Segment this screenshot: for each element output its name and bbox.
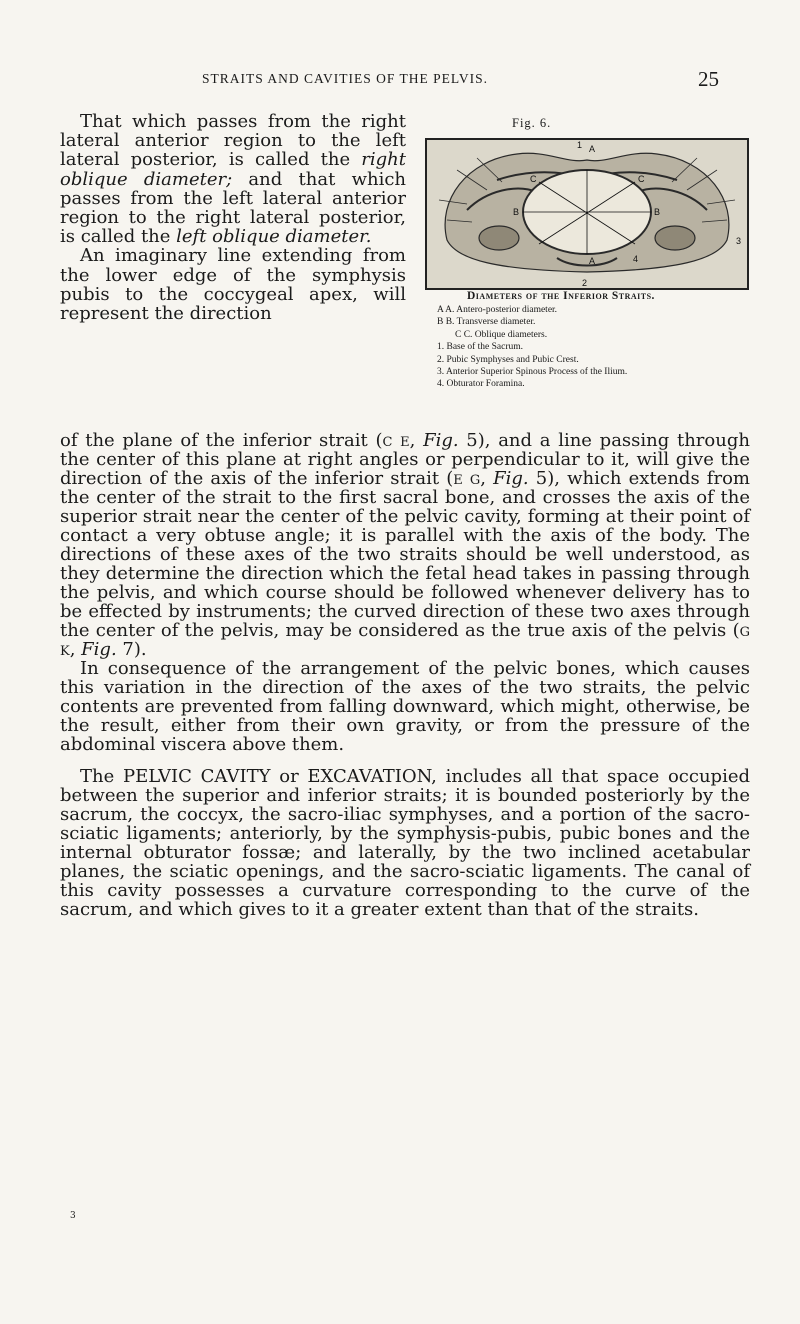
text-run: of the plane of the inferior strait ( <box>60 430 383 451</box>
letter-b-right: B <box>654 207 661 217</box>
legend-title: Diameters of the Inferior Straits. <box>467 290 655 302</box>
page-number: 25 <box>698 67 719 91</box>
legend-item-bb: B B. Transverse diameter. <box>437 317 536 328</box>
pelvis-illustration <box>427 140 747 288</box>
letter-a-top: A <box>589 144 596 154</box>
figure-legend <box>425 290 775 391</box>
text-run: , <box>480 468 494 489</box>
body-text <box>60 431 750 919</box>
ref-letters: g k <box>60 620 750 660</box>
signature-mark: 3 <box>70 1211 76 1221</box>
paragraph-imaginary-line: An imaginary line extending from the lower edge of the symphysis pubis to the coccygeal apex, will represent the direction <box>60 245 406 325</box>
legend-item-1: 1. Base of the Sacrum. <box>437 342 524 353</box>
paragraph-pelvic-cavity <box>60 767 750 919</box>
page-header <box>0 69 800 89</box>
text-run: 5), which extends from the center of the strait to the first sacral bone, and crosses the axis of the superior strait near the center of the pelvic cavity, forming at their point of contact a very obtuse angle; it is parallel with the axis of the body. The directions of these axes of the two straits should be well understood, as they determine the direction which the fetal head takes in passing through the pelvis, and which course should be followed whenever delivery has to be effected by instruments; the curved direction of these two axes through the center of the pelvis, may be considered as the true axis of the pelvis ( <box>60 468 750 641</box>
number-1: 1 <box>577 140 583 150</box>
column-text <box>60 112 406 323</box>
text-run: 5), and a line passing through the center of this plane at right angles or perpendicular to it, will give the direction of the axis of the inferior strait ( <box>60 430 750 489</box>
fig-ref: Fig. <box>81 639 117 660</box>
ref-letters: e g <box>453 468 481 489</box>
fig-ref: Fig. <box>493 468 529 489</box>
letter-c-left: C <box>530 174 537 184</box>
text-run: 7). <box>116 639 147 660</box>
ref-letters: c e <box>382 430 410 451</box>
legend-item-2: 2. Pubic Symphyses and Pubic Crest. <box>437 354 579 365</box>
number-3: 3 <box>736 236 742 246</box>
number-4: 4 <box>633 254 639 264</box>
text-run: That which passes from the right lateral anterior region to the left lateral posterior, is called the <box>60 111 406 171</box>
legend-item-aa: A A. Antero-posterior diameter. <box>437 305 558 315</box>
letter-b-left: B <box>513 207 520 217</box>
section-heading: The PELVIC CAVITY or EXCAVATION, <box>80 766 437 787</box>
paragraph-oblique-diameters <box>60 112 406 246</box>
term-left-oblique: left oblique diameter. <box>176 226 372 248</box>
legend-item-cc: C C. Oblique diameters. <box>455 329 548 340</box>
figure-label: Fig. 6. <box>512 116 552 130</box>
legend-item-3: 3. Anterior Superior Spinous Process of the Ilium. <box>437 367 628 378</box>
pelvis-figure <box>425 138 749 290</box>
fig-ref: Fig. <box>423 430 459 451</box>
text-run: includes all that space occupied between the superior and inferior straits; it is bounded posteriorly by the sacrum, the coccyx, the sacro-iliac symphyses, and a portion of the sacro-sciatic ligaments; anteriorly, by the symphysis-pubis, pubic bones and the internal obturator fossæ; and laterally, by the two inclined acetabular planes, the sciatic openings, and the sacro-sciatic ligaments. The canal of this cavity possesses a curvature corresponding to the curve of the sacrum, and which gives to it a greater extent than that of the straits. <box>60 766 751 920</box>
text-run: and that which passes from the left lateral anterior region to the right lateral posterior, is called the <box>60 168 407 248</box>
text-run: , <box>409 430 424 451</box>
paragraph-pelvic-bones: In consequence of the arrangement of the pelvic bones, which causes this variation in the direction of the axes of the two straits, the pelvic contents are prevented from falling downward, which might, otherwise, be the result, either from their own gravity, or from the pressure of the abdominal viscera above them. <box>60 658 750 755</box>
letter-a-bottom: A <box>589 256 596 266</box>
number-2: 2 <box>582 278 588 288</box>
paragraph-inferior-strait-axis <box>60 431 750 659</box>
legend-item-4: 4. Obturator Foramina. <box>437 379 525 390</box>
text-run: , <box>69 639 82 660</box>
term-right-oblique: right oblique diameter; <box>60 149 406 190</box>
running-head: STRAITS AND CAVITIES OF THE PELVIS. <box>202 71 489 86</box>
letter-c-right: C <box>638 174 645 184</box>
